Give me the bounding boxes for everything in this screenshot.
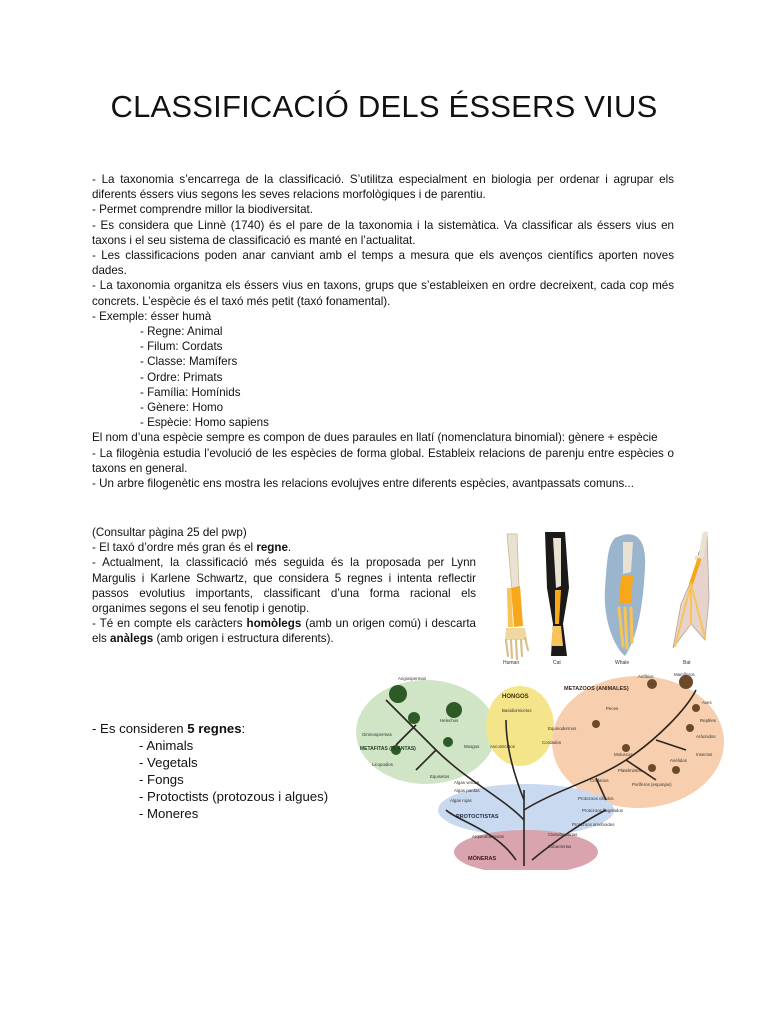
label-mosses: Musgos (464, 744, 480, 749)
paragraph: - Permet comprendre millor la biodiversitat. (92, 203, 314, 217)
label-angiosperms: Angiospermas (398, 676, 427, 681)
limb-label-cat: Cat (553, 660, 561, 666)
example-item: - Classe: Mamífers (140, 355, 238, 369)
label-insects: Insectos (696, 752, 713, 757)
label-green-algae: Algas verdes (454, 780, 480, 785)
label-reptiles: Reptiles (700, 718, 716, 723)
paragraph: - Un arbre filogenètic ens mostra les relacions evolujves entre diferents espècies, avantpassats comuns... (92, 477, 634, 491)
label-archaebacteria: Arqueobacterias (472, 834, 504, 839)
whale-fin-illustration (605, 534, 645, 656)
kingdom-item: - Animals (139, 738, 194, 753)
label-basidiomycetes: Basidiomicetos (502, 708, 532, 713)
limb-label-whale: Whale (615, 660, 630, 666)
label-red-algae: Algas rojas (450, 798, 472, 803)
paragraph: - Es considera que Linnè (1740) és el pare de la taxonomia i la sistemàtica. Va classificar als éssers vius en taxons i el seu sistema de classificació es manté en l’actualitat. (92, 218, 674, 247)
paragraph: - La taxonomia s’encarrega de la classificació. S’utilitza especialment en biologia per ordenar i agrupar els diferents éssers vius segons les seves relacions morfològiques i de parentiu. (92, 173, 674, 202)
kingdoms-intro: - Es consideren 5 regnes: (92, 721, 246, 736)
margulis-section (92, 525, 476, 647)
margulis-paragraph: - Actualment, la classificació més seguida és la proposada per Lynn Margulis i Karlene Schwartz, que considera 5 regnes i intenta reflectir passos evolutius importants, classificant d’una forma racional els organimes segons el seu fenotip i genotip. (92, 556, 476, 616)
kingdom-item: - Vegetals (139, 755, 198, 770)
group-monera: MÓNERAS (468, 856, 497, 862)
bat-wing-illustration (673, 532, 709, 648)
label-arachnids: Arácnidos (696, 734, 716, 739)
human-arm-illustration (505, 534, 528, 659)
homologous-limbs-figure (495, 528, 719, 666)
label-eubacteria: Eubacterias (548, 844, 572, 849)
limb-label-bat: Bat (683, 660, 691, 666)
animals-region (552, 676, 724, 808)
label-lycopods: Licopodios (372, 762, 393, 767)
cat-leg-illustration (545, 532, 569, 656)
group-plants: METAFITAS (PLANTAS) (360, 746, 416, 752)
paragraph: El nom d’una espècie sempre es compon de dues paraules en llatí (nomenclatura binomial): gènere + espècie (92, 431, 658, 445)
label-cnidarians: Cnidarios (590, 778, 609, 783)
label-sponges: Poríferos (esponjas) (632, 782, 672, 787)
kingdom-item: - Fongs (139, 772, 184, 787)
label-amoeboids: Protozoos ameboides (572, 822, 615, 827)
label-cyanobacteria: Cianobacterias (548, 832, 578, 837)
example-item: - Regne: Animal (140, 325, 223, 339)
limb-label-human: Human (503, 660, 520, 666)
intro-section (92, 172, 674, 491)
label-fish: Peces (606, 706, 619, 711)
paragraph: - La taxonomia organitza els éssers vius en taxons, grups que s’estableixen en ordre decreixent, cada cop més concrets. L’espècie és el taxó més petit (taxó fonamental). (92, 279, 674, 308)
page-title: CLASSIFICACIÓ DELS ÉSSERS VIUS (110, 89, 658, 124)
example-item: - Família: Homínids (140, 385, 241, 399)
kingdom-item: - Protoctists (protozous i algues) (139, 789, 329, 804)
label-ascomycetes: Ascomicetos (490, 744, 515, 749)
paragraph: - Exemple: ésser humà (92, 309, 212, 323)
kingdoms-list (92, 720, 392, 822)
label-mammals: Mamíferos (674, 672, 695, 677)
label-ferns: Helechos (440, 718, 459, 723)
label-amphibians: Anfibios (638, 674, 654, 679)
label-flagellates: Protozoos flagelados (582, 808, 624, 813)
five-kingdoms-tree-figure (356, 670, 724, 870)
label-horsetails: Equisetos (430, 774, 450, 779)
label-birds: Aves (702, 700, 712, 705)
group-animals: METAZOOS (ANIMALES) (564, 686, 629, 692)
label-molluscs: Moluscos (614, 752, 633, 757)
consult-note: (Consultar pàgina 25 del pwp) (92, 526, 247, 539)
kingdom-item: - Moneres (139, 806, 199, 821)
taxon-line: - El taxó d’ordre més gran és el regne. (92, 541, 292, 555)
label-echinoderms: Equinodermos (548, 726, 577, 731)
characters-paragraph: - Té en compte els caràcters homòlegs (amb un origen comú) i descarta els anàlegs (amb origen i estructura diferents). (92, 617, 476, 646)
group-fungi: HONGOS (502, 694, 529, 700)
example-item: - Espècie: Homo sapiens (140, 416, 269, 430)
group-protists: PROTOCTISTAS (456, 814, 499, 820)
example-item: - Ordre: Primats (140, 370, 223, 384)
paragraph: - La filogènia estudia l’evolució de les espècies de forma global. Estableix relacions de parenju entre espècies o taxons en general. (92, 446, 674, 475)
label-chordates: Cordados (542, 740, 562, 745)
label-brown-algae: Algas pardas (454, 788, 480, 793)
label-annelids: Anélidos (670, 758, 687, 763)
label-gymnosperms: Gimnospermas (362, 732, 392, 737)
label-ciliates: Protozoos ciliados (578, 796, 614, 801)
label-flatworms: Platelmintos (618, 768, 642, 773)
example-item: - Filum: Cordats (140, 340, 223, 354)
paragraph: - Les classificacions poden anar canviant amb el temps a mesura que els avenços científics aporten noves dades. (92, 249, 674, 278)
example-item: - Gènere: Homo (140, 401, 224, 415)
